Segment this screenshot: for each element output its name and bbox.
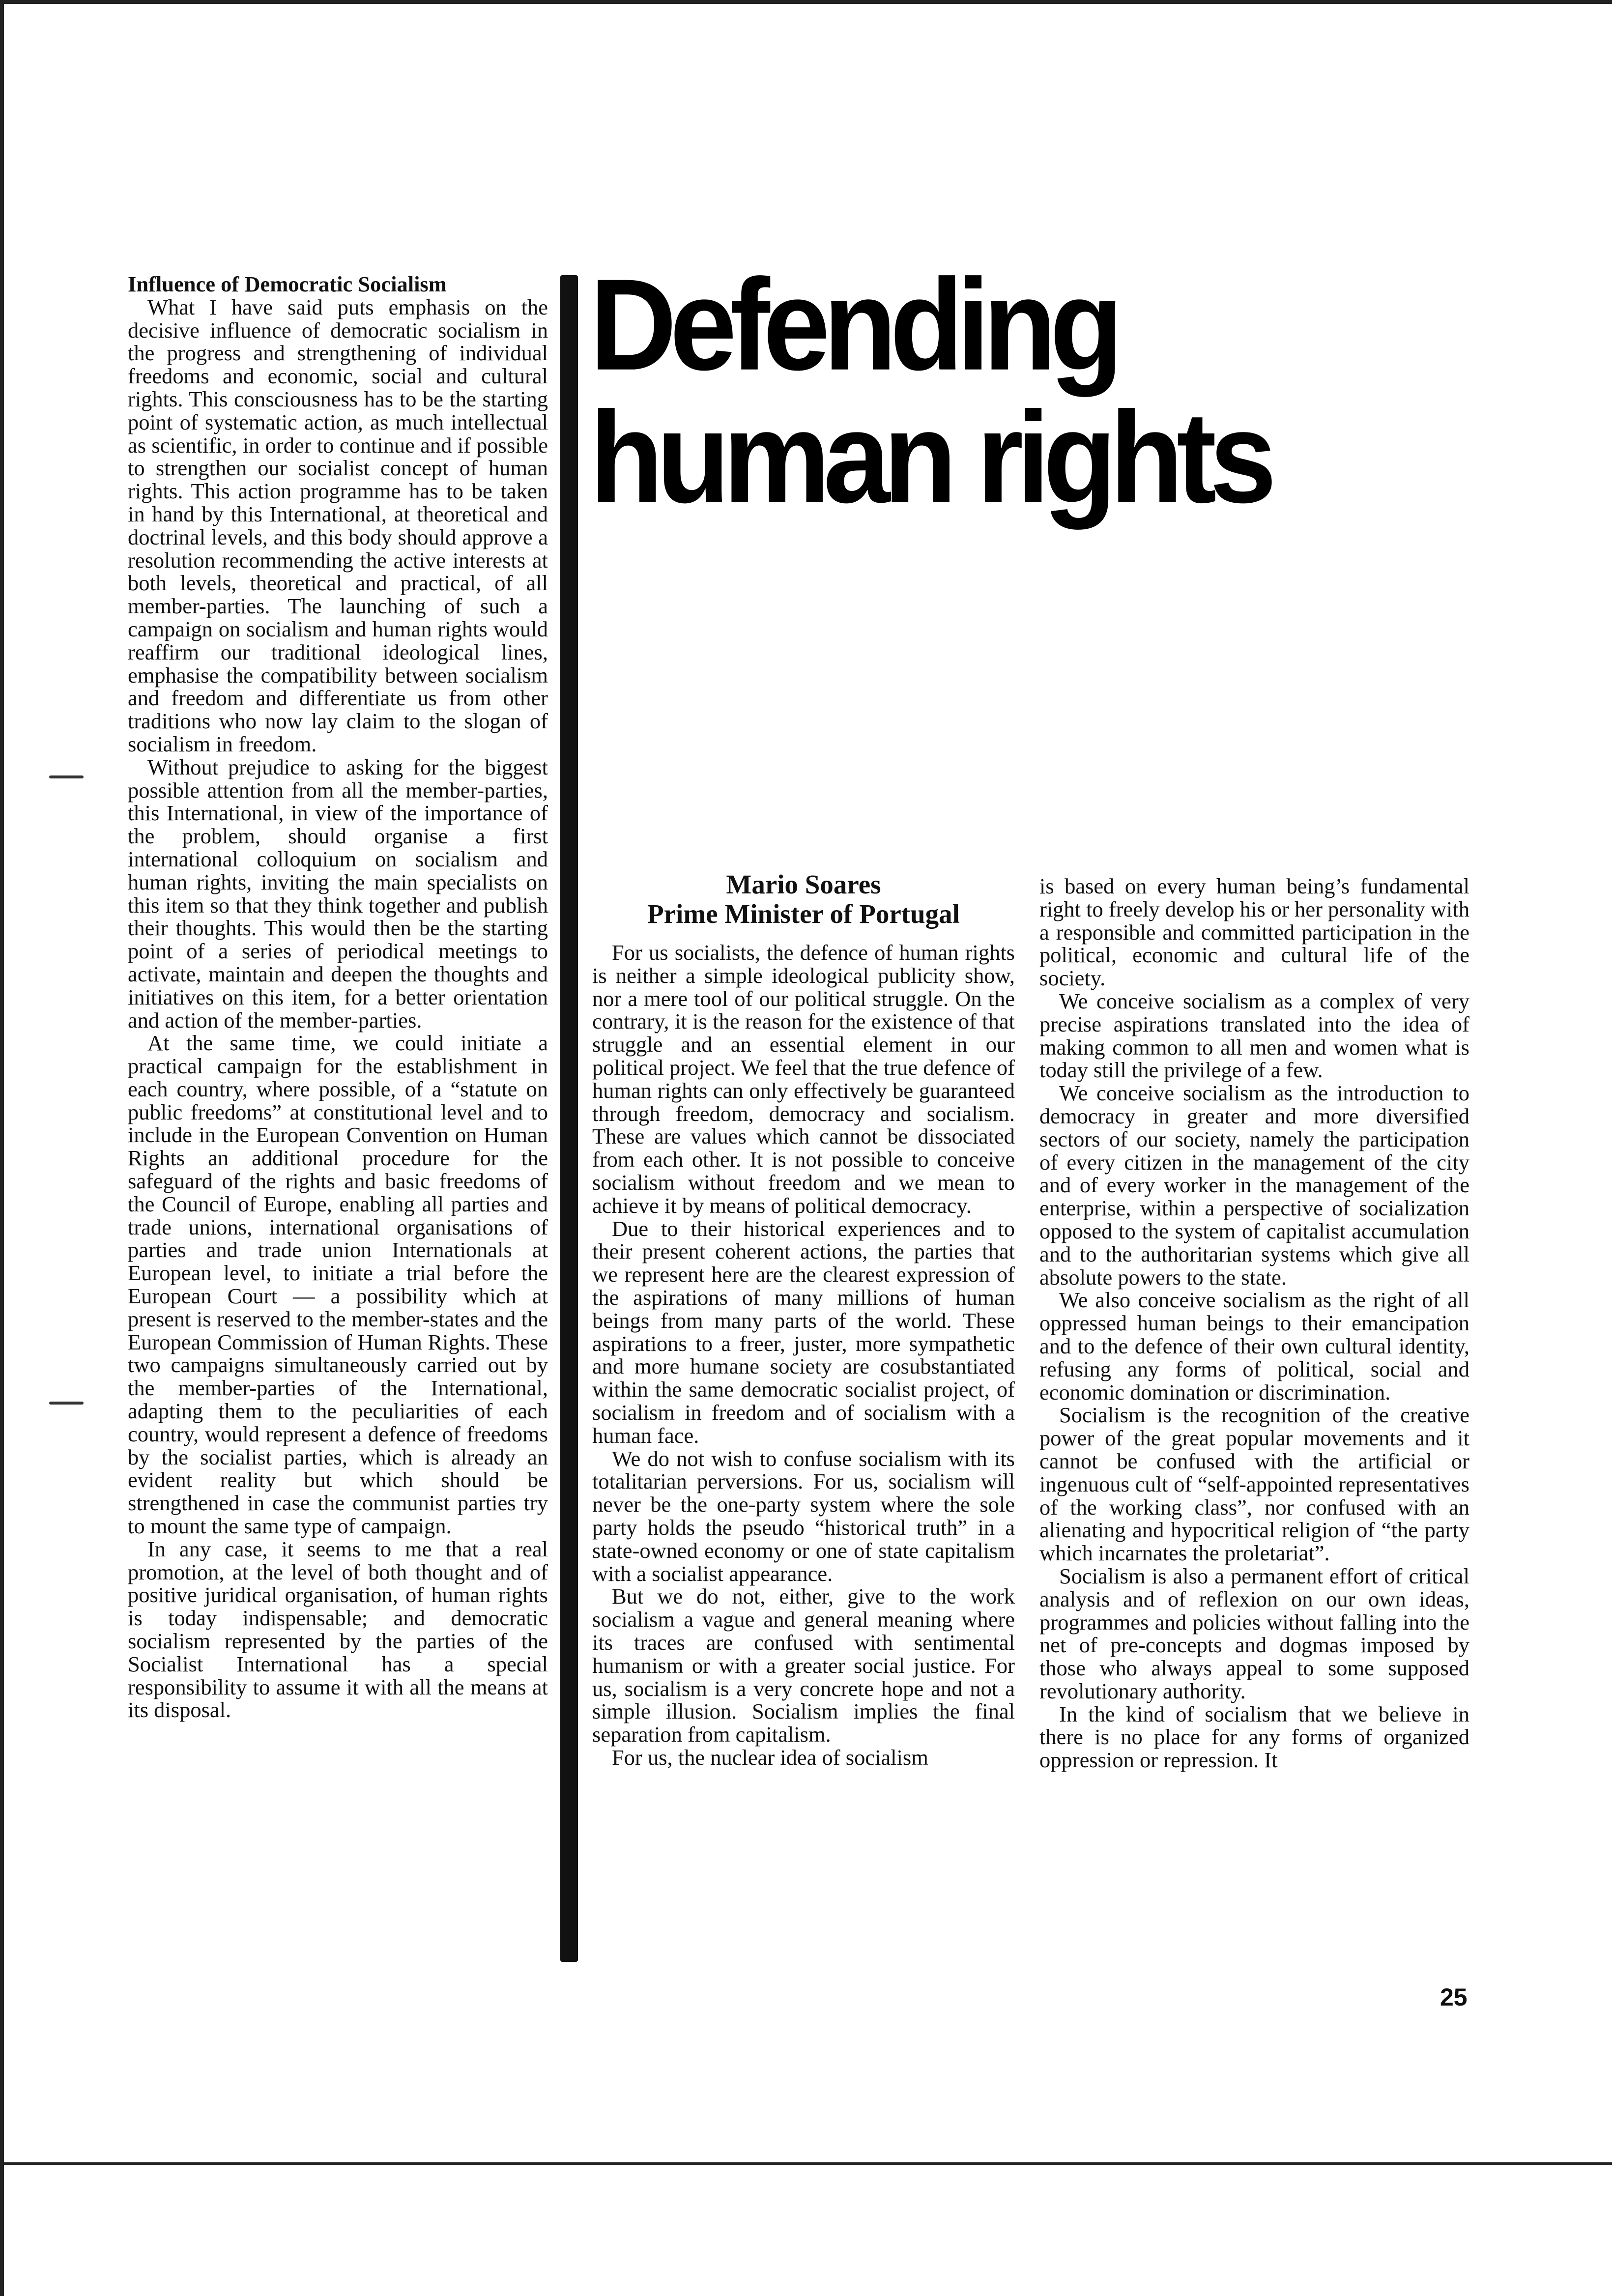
paragraph: What I have said puts emphasis on the decisive influence of democratic socialism in the progress and strengthening of individual freedoms and economic, social and cultural rights. This consciousness has to be the starting point of systematic action, as much intellectual as scientific, in order to continue and if possible to strengthen our socialist concept of human rights. This action programme has to be taken in hand by this International, at theoretical and doctrinal levels, and this body should approve a resolution recommending the active interests at both levels, theoretical and practical, of all member-parties. The launching of such a campaign on socialism and human rights would reaffirm our traditional ideological lines, emphasise the compatibility between socialism and freedom and differentiate us from other traditions who now lay claim to the slogan of socialism in freedom. xyxy=(128,294,548,756)
page-number: 25 xyxy=(1440,1983,1468,2011)
vertical-divider-bar xyxy=(560,275,578,1962)
paragraph: is based on every human being’s fundamental right to freely develop his or her personality with a responsible and committed participation in the political, economic and cultural life of the society. xyxy=(1039,874,1469,991)
margin-mark xyxy=(49,1402,84,1405)
title-line-2: human rights xyxy=(590,384,1270,530)
author-byline xyxy=(592,870,1015,929)
paragraph: But we do not, either, give to the work socialism a vague and general meaning where its traces are confused with sentimental humanism or with a greater social justice. For us, socialism is a very concrete hope and not a simple illusion. Socialism implies the final separation from capitalism. xyxy=(592,1584,1015,1747)
paragraph: We do not wish to confuse socialism with its totalitarian perversions. For us, socialism will never be the one-party system where the sole party holds the pseudo “historical truth” in a state-owned economy or one of state capitalism with a socialist appearance. xyxy=(592,1446,1015,1586)
section-heading: Influence of Democratic Socialism xyxy=(128,272,447,296)
paragraph: Socialism is also a permanent effort of critical analysis and of reflexion on our own ideas, programmes and policies without falling into the net of pre-concepts and dogmas imposed by those who always appeal to some supposed revolutionary authority. xyxy=(1039,1563,1469,1703)
paragraph: At the same time, we could initiate a practical campaign for the establishment in each country, where possible, of a “statute on public freedoms” at constitutional level and to include in the European Convention on Human Rights an additional procedure for the safeguard of the rights and basic freedoms of the Council of Europe, enabling all parties and trade unions, international organisations of parties and trade union Internationals at European level, to initiate a trial before the European Court — a possibility which at present is reserved to the member-states and the European Commission of Human Rights. These two campaigns simultaneously carried out by the member-parties of the International, adapting them to the peculiarities of each country, would represent a defence of freedoms by the socialist parties, which is already an evident reality but which should be strengthened in case the communist parties try to mount the same type of campaign. xyxy=(128,1031,548,1539)
paragraph: For us socialists, the defence of human rights is neither a simple ideological publicity show, nor a mere tool of our political struggle. On the contrary, it is the reason for the existence of that struggle and an essential element in our political project. We feel that the true defence of human rights can only effectively be guaranteed through freedom, democracy and socialism. These are values which cannot be dissociated from each other. It is not possible to conceive socialism without freedom and we mean to achieve it by means of political democracy. xyxy=(592,940,1015,1218)
paragraph: We also conceive socialism as the right of all oppressed human beings to their emancipation and to the defence of their own cultural identity, refusing any forms of political, social and economic domination or discrimination. xyxy=(1039,1288,1469,1405)
paragraph: Due to their historical experiences and to their present coherent actions, the parties that we represent here are the clearest expression of the aspirations of many millions of human beings from many parts of the world. These aspirations to a freer, juster, more sympathetic and more humane society are cosubstantiated within the same democratic socialist project, of socialism in freedom and of socialism with a human face. xyxy=(592,1216,1015,1448)
paragraph: Socialism is the recognition of the creative power of the great popular movements and it cannot be confused with the artificial or ingenuous cult of “self-appointed representatives of the working class”, nor confused with an alienating and hypocritical religion of “the party which incarnates the proletariat”. xyxy=(1039,1403,1469,1566)
paragraph: In the kind of socialism that we believe in there is no place for any forms of organized oppression or repression. It xyxy=(1039,1701,1469,1773)
paragraph: We conceive socialism as a complex of very precise aspirations translated into the idea of making common to all men and women what is today still the privilege of a few. xyxy=(1039,988,1469,1083)
paragraph: We conceive socialism as the introduction to democracy in greater and more diversified sectors of our society, namely the participation of every citizen in the management of the city and of every worker in the management of the enterprise, within a perspective of socialization opposed to the system of capitalist accumulation and to the authoritarian systems which give all absolute powers to the state. xyxy=(1039,1081,1469,1290)
paragraph: For us, the nuclear idea of socialism xyxy=(612,1745,928,1770)
left-border-rule xyxy=(0,0,4,2296)
paragraph: In any case, it seems to me that a real promotion, at the level of both thought and of positive juridical organisation, of human rights is today indispensable; and democratic socialism represented by the parties of the Socialist International has a special responsibility to assume it with all the means at its disposal. xyxy=(128,1536,548,1722)
top-border-rule xyxy=(0,0,1612,4)
paragraph: Without prejudice to asking for the biggest possible attention from all the member-parties, this International, in view of the importance of the problem, should organise a first international colloquium on socialism and human rights, inviting the main specialists on this item so that they think together and publish their thoughts. This would then be the starting point of a series of periodical meetings to activate, maintain and deepen the thoughts and initiatives on this item, for a better orientation and action of the member-parties. xyxy=(128,754,548,1033)
right-text-column xyxy=(1039,875,1469,1772)
middle-text-column xyxy=(592,941,1015,1769)
bottom-border-rule xyxy=(0,2162,1612,2165)
left-text-column xyxy=(128,273,548,1722)
author-name: Mario Soares xyxy=(726,869,881,899)
author-role: Prime Minister of Portugal xyxy=(647,899,960,929)
margin-mark xyxy=(49,775,84,778)
title-line-1: Defending xyxy=(590,252,1117,397)
article-title xyxy=(590,252,1524,530)
